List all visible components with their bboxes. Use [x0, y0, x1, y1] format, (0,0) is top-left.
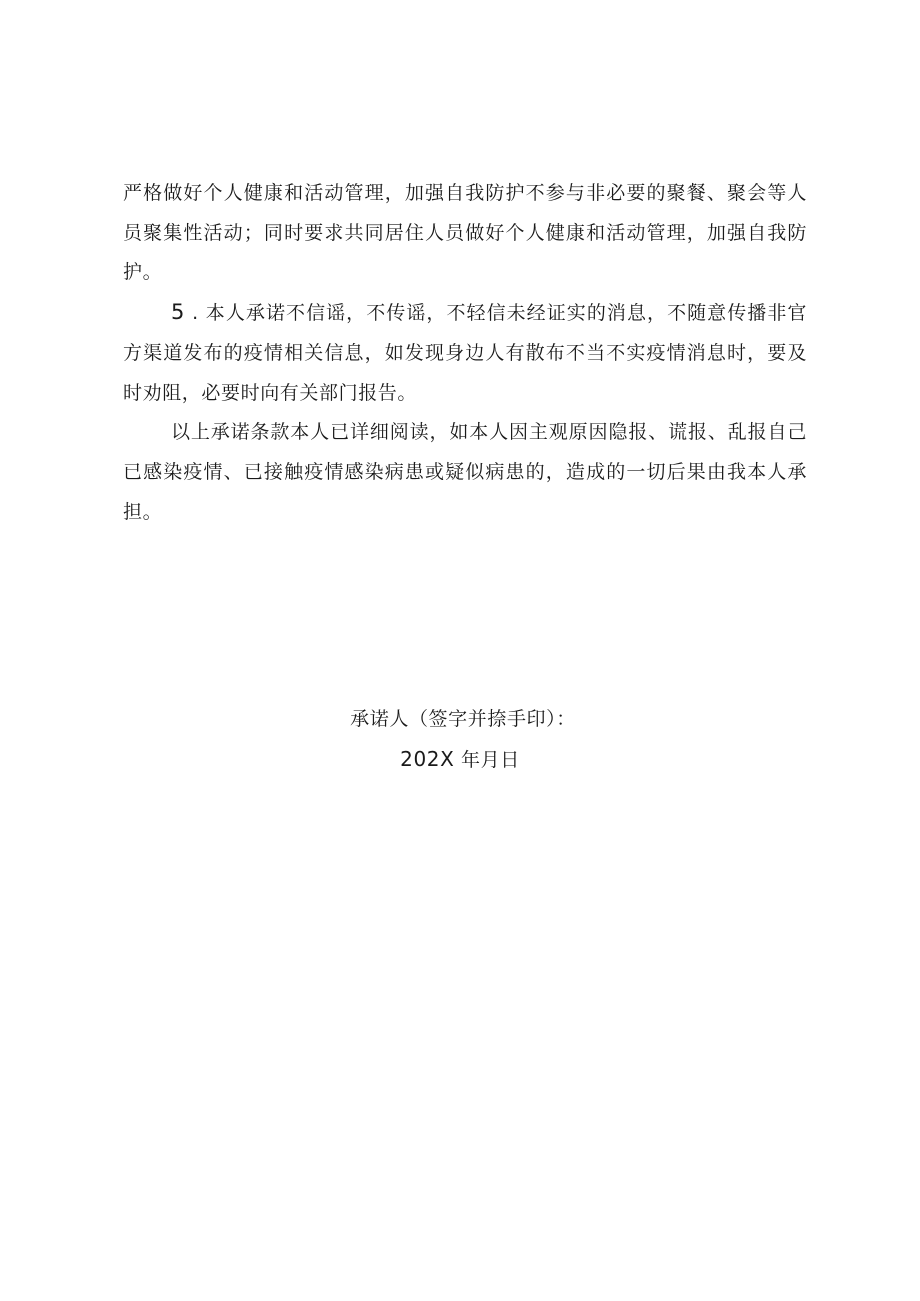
paragraph-item-5 — [123, 293, 807, 413]
date-suffix: 年月日 — [454, 749, 520, 771]
paragraph-text: 严格做好个人健康和活动管理，加强自我防护不参与非必要的聚餐、聚会等人员聚集性活动；同时要求共同居住人员做好个人健康和活动管理，加强自我防护。 — [123, 182, 807, 284]
signature-label: 承诺人（签字并捺手印）： — [350, 708, 576, 730]
signature-line — [0, 705, 920, 733]
paragraph-text: . 本人承诺不信谣，不传谣，不轻信未经证实的消息，不随意传播非官方渠道发布的疫情相关信息，如发现身边人有散布不当不实疫情消息时，要及时劝阻，必要时向有关部门报告。 — [123, 302, 807, 404]
paragraph-commitment-statement — [123, 413, 807, 532]
date-line — [0, 745, 920, 774]
date-year: 202X — [400, 747, 455, 771]
document-body — [123, 174, 807, 532]
paragraph-text: 以上承诺条款本人已详细阅读，如本人因主观原因隐报、谎报、乱报自己已感染疫情、已接触疫情感染病患或疑似病患的，造成的一切后果由我本人承担。 — [123, 421, 807, 523]
paragraph-personal-health — [123, 174, 807, 293]
item-number: 5 — [171, 300, 185, 325]
